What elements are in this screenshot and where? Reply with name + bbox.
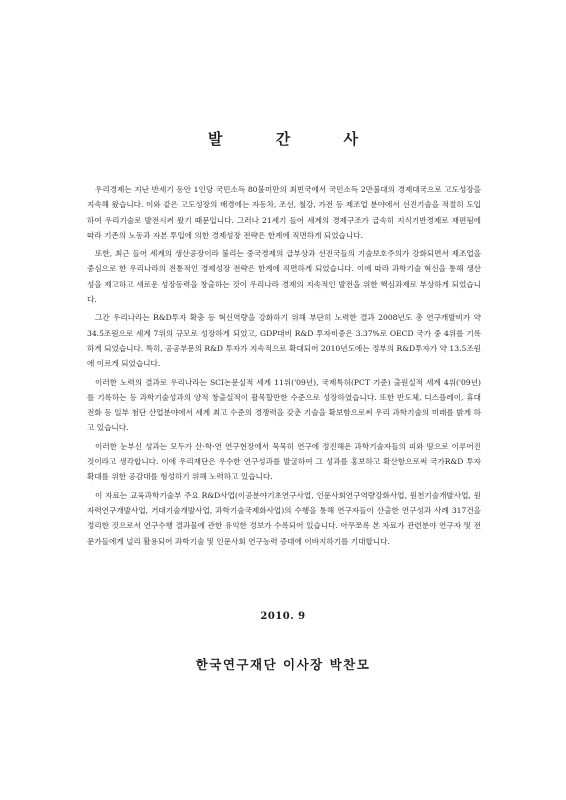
paragraph-2: 또한, 최근 들어 세계의 생산공장이라 불리는 중국경제의 급부상과 선진국들의 기술보호주의가 강화되면서 제조업을 중심으로 한 우리나라의 전통적인 경제성장 전략은 한계에 직면하게 되었습니다. 이에 따라 과학기술 혁신을 통해 생산성을 제고하고 새로운 성장동력을 창출하는 것이 우리나라 경제의 지속적인 발전을 위한 핵심과제로 부상하게 되었습니다. — [87, 249, 481, 305]
paragraph-6: 이 자료는 교육과학기술부 주요 R&D사업(이공분야기초연구사업, 인문사회연구역량강화사업, 원천기술개발사업, 원자력연구개발사업, 거대기술개발사업, 과학기술국제화사업)의 수행을 통해 연구자들이 산출한 연구성과 사례 317건을 정리한 것으로서 연구수행 결과물에 관한 유익한 정보가 수록되어 있습니다. 아무쪼록 본 자료가 관련분야 연구자 및 전문가들에게 널리 활용되어 과학기술 및 인문사회 연구능력 증대에 이바지하기를 기대합니다. — [87, 490, 481, 546]
paragraph-1: 우리경제는 지난 반세기 동안 1인당 국민소득 80불미만의 최빈국에서 국민소득 2만불대의 경제대국으로 고도성장을 지속해 왔습니다. 이와 같은 고도성장의 배경에는 자동차, 조선, 철강, 가전 등 제조업 분야에서 선진기술을 적절히 도입하여 우리기술로 발전시켜 왔기 때문입니다. 그러나 21세기 들어 세계의 경제구조가 급속히 지식기반경제로 재편됨에 따라 기존의 노동과 자본 투입에 의한 경제성장 전략은 한계에 직면하게 되었습니다. — [87, 185, 481, 240]
paragraph-5: 이러한 눈부신 성과는 모두가 산·학·연 연구현장에서 묵묵히 연구에 정진해온 과학기술자들의 피와 땀으로 이루어진 것이라고 생각합니다. 이에 우리재단은 우수한 연구성과를 발굴하여 그 성과를 홍보하고 확산함으로써 국가R&D 투자 확대를 위한 공감대를 형성하기 위해 노력하고 있습니다. — [87, 441, 481, 482]
page-title: 발 간 사 — [208, 130, 382, 148]
preface-body — [87, 182, 481, 552]
paragraph-3: 그간 우리나라는 R&D투자 확충 등 혁신역량을 강화하기 위해 부단히 노력한 결과 2008년도 총 연구개발비가 약 34.5조원으로 세계 7위의 규모로 성장하게 되었고, GDP대비 R&D 투자비중은 3.37%로 OECD 국가 중 4위를 기록하게 되었습니다. 특히, 공공부문의 R&D 투자가 지속적으로 확대되어 2010년도에는 정부의 R&D투자가 약 13.5조원에 이르게 되었습니다. — [87, 313, 481, 369]
publication-date: 2010. 9 — [260, 611, 306, 622]
paragraph-4: 이러한 노력의 결과로 우리나라는 SCI논문실적 세계 11위('09년), 국제특허(PCT 기준) 출원실적 세계 4위('09년)를 기록하는 등 과학기술성과의 양적 창출실적이 괄목할만한 수준으로 성장하였습니다. 또한 반도체, 디스플레이, 휴대전화 등 일부 첨단 산업분야에서 세계 최고 수준의 경쟁력을 갖춘 기술을 확보함으로써 우리 과학기술의 미래를 밝게 하고 있습니다. — [87, 377, 481, 433]
signature-line: 한국연구재단 이사장 박찬모 — [195, 657, 371, 672]
